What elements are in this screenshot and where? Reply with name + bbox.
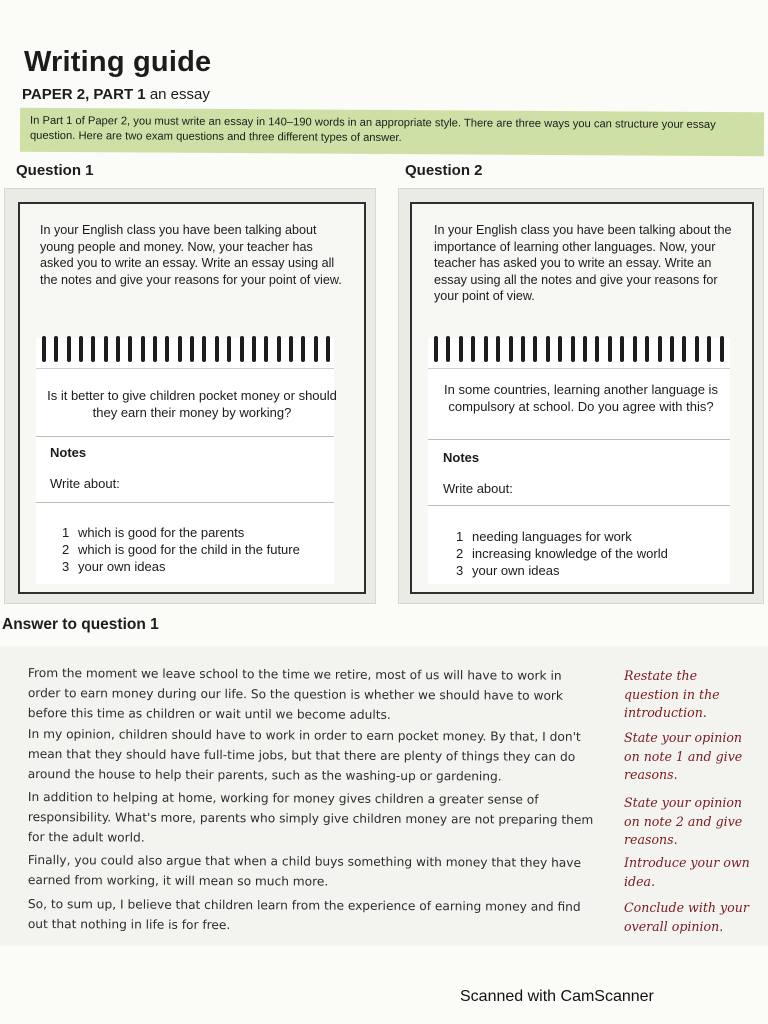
paper-label: PAPER 2, PART 1 [22,86,146,103]
question-1-question: Is it better to give children pocket money or should they earn their money by working? [47,388,337,420]
question-1-write-about: Write about: [50,476,120,491]
list-item: 3 your own ideas [456,563,560,578]
question-1-heading: Question 1 [16,162,94,179]
list-item: 2 which is good for the child in the future [62,542,300,557]
tip-restate-question: Restate the question in the introduction. [624,668,720,720]
answer-paragraph-5: So, to sum up, I believe that children learn from the experience of earning money and find out that nothing in life is for free. [27,896,581,933]
question-1-notes-label: Notes [50,445,87,460]
question-1-task: In your English class you have been talking about young people and money. Now, your teacher has asked you to write an essay. Write an essay using all the notes and give your reasons for your point of view. [40,223,342,287]
question-2-heading: Question 2 [405,162,483,179]
question-2-divider-2 [428,505,730,506]
question-2-top-edge [428,368,730,369]
question-2-question: In some countries, learning another language is compulsory at school. Do you agree with this? [444,382,718,414]
question-2-task: In your English class you have been talking about the importance of learning other languages. Now, your teacher has asked you to write an essay. Write an essay using all the notes and give your reasons for your point of view. [434,223,732,303]
question-1-notes-list [62,524,300,575]
tip-opinion-note-2: State your opinion on note 2 and give reasons. [624,795,743,847]
question-2-divider-1 [428,439,730,440]
question-1-divider-2 [36,502,334,503]
tip-opinion-note-1: State your opinion on note 1 and give reasons. [624,730,743,782]
scanner-watermark: Scanned with CamScanner [460,988,654,1005]
question-2-spiral-binding [434,336,724,370]
question-1-spiral-binding [42,336,330,370]
tip-conclude: Conclude with your overall opinion. [624,900,749,934]
page-title: Writing guide [24,46,212,78]
question-2-notes-list [456,528,668,579]
answer-paragraph-2: In my opinion, children should have to work in order to earn pocket money. By that, I don't mean that they should have full-time jobs, but that there are plenty of things they can do around the house to help their parents, such as the washing-up or gardening. [27,726,581,784]
intro-box: In Part 1 of Paper 2, you must write an essay in 140–190 words in an appropriate style. There are three ways you can structure your essay question. Here are two exam questions and three different types of answer. [20,108,764,157]
list-item: 1 needing languages for work [456,529,632,544]
answer-paragraph-1: From the moment we leave school to the time we retire, most of us will have to work in order to earn money during our life. So the question is whether we should have to work before this time as children or wait until we become adults. [27,665,564,722]
question-2-notes-label: Notes [443,450,480,465]
question-1-divider-1 [36,436,334,437]
question-1-top-edge [36,368,334,369]
list-item: 1 which is good for the parents [62,525,245,540]
question-2-write-about: Write about: [443,481,513,496]
answer-paragraph-4: Finally, you could also argue that when a child buys something with money that they have earned from working, it will mean so much more. [27,852,582,889]
tip-own-idea: Introduce your own idea. [624,855,750,889]
list-item: 2 increasing knowledge of the world [456,546,668,561]
paper-type: an essay [149,86,210,103]
answer-paragraph-3: In addition to helping at home, working for money gives children a greater sense of responsibility. What's more, parents who simply give children money are not preparing them for the adult world. [27,789,594,845]
list-item: 3 your own ideas [62,559,166,574]
answer-heading: Answer to question 1 [2,616,159,633]
paper-subtitle [22,86,210,103]
